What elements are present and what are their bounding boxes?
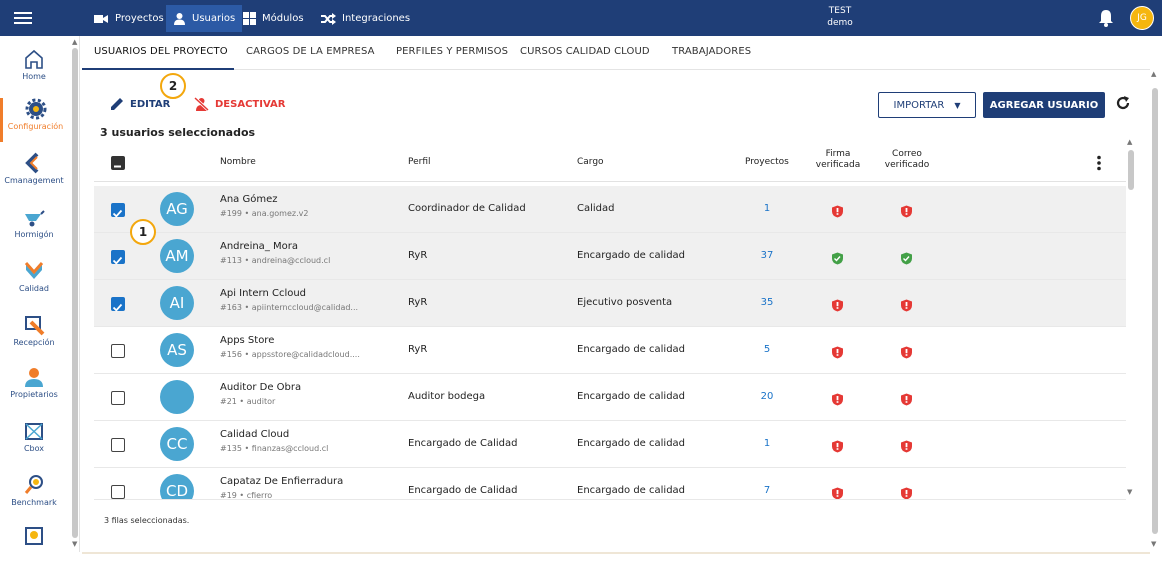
user-projects-count[interactable]: 37 (760, 250, 774, 261)
tab-usuarios-del-proyecto[interactable]: USUARIOS DEL PROYECTO (94, 46, 228, 57)
deactivate-button-label: DESACTIVAR (215, 98, 286, 110)
nav-tab-integraciones[interactable] (314, 5, 417, 32)
active-tab-indicator (82, 68, 234, 70)
user-projects-count[interactable]: 5 (763, 344, 771, 355)
signature-status (831, 391, 844, 410)
scroll-thumb[interactable] (72, 48, 78, 538)
user-role: Encargado de calidad (577, 438, 686, 449)
tab-cargos-de-la-empresa[interactable]: CARGOS DE LA EMPRESA (246, 46, 375, 57)
sidebar-item-label: Cmanagement (4, 176, 64, 185)
column-menu-icon[interactable] (1096, 155, 1102, 171)
row-checkbox[interactable] (111, 250, 125, 264)
shield-alert-icon (831, 440, 844, 453)
column-header-projects[interactable]: Proyectos (745, 157, 789, 167)
sidebar-item-configuracion[interactable] (0, 98, 68, 142)
shield-alert-icon (831, 487, 844, 500)
import-button-label: IMPORTAR (893, 99, 945, 111)
benchmark-icon (23, 474, 45, 496)
email-status (900, 344, 913, 363)
table-scrollbar[interactable] (1126, 138, 1136, 500)
signature-status (831, 250, 844, 269)
table-row[interactable] (94, 280, 1126, 327)
horizontal-scrollbar[interactable] (82, 552, 1150, 554)
sidebar-item-hormigon[interactable] (0, 206, 68, 239)
user-avatar[interactable]: JG (1130, 6, 1154, 30)
table-row[interactable] (94, 186, 1126, 233)
user-id-email: #135 • finanzas@ccloud.cl (220, 444, 329, 453)
sidebar-item-label: Recepción (13, 338, 55, 347)
table-row[interactable] (94, 421, 1126, 468)
user-profile: RyR (408, 250, 428, 261)
scroll-up-icon[interactable]: ▲ (72, 38, 78, 46)
user-projects-count[interactable]: 35 (760, 297, 774, 308)
column-header-profile[interactable]: Perfil (408, 157, 431, 167)
user-name[interactable]: Calidad Cloud (220, 429, 290, 440)
sidebar-item-label: Hormigón (14, 230, 54, 239)
bell-icon[interactable] (1098, 9, 1114, 27)
avatar: CD (160, 474, 194, 500)
user-role: Calidad (577, 203, 615, 214)
signature-status (831, 297, 844, 316)
shield-alert-icon (900, 440, 913, 453)
sidebar-item-label: Propietarios (10, 390, 58, 399)
avatar: CC (160, 427, 194, 461)
shield-alert-icon (900, 299, 913, 312)
column-header-role[interactable]: Cargo (577, 157, 604, 167)
cmanagement-icon (23, 152, 45, 174)
nav-tab-modulos[interactable] (236, 5, 311, 32)
user-profile: Encargado de Calidad (408, 438, 518, 449)
menu-icon[interactable] (14, 9, 32, 27)
user-projects-count[interactable]: 20 (760, 391, 774, 402)
column-header-email-l2: verificado (884, 160, 930, 170)
top-bar (0, 0, 1162, 36)
sidebar-item-propietarios[interactable] (0, 366, 68, 399)
grid-icon (243, 12, 256, 25)
signature-status (831, 438, 844, 457)
sidebar-item-label: Benchmark (11, 498, 57, 507)
quality-icon (23, 260, 45, 282)
signature-status (831, 485, 844, 500)
user-projects-count[interactable]: 1 (763, 438, 771, 449)
table-header (94, 144, 1126, 182)
scroll-up-icon[interactable]: ▲ (1127, 138, 1133, 146)
video-icon (93, 13, 109, 25)
avatar: AI (160, 286, 194, 320)
row-checkbox[interactable] (111, 391, 125, 405)
sidebar-item-benchmark[interactable] (0, 474, 68, 507)
user-id-email: #199 • ana.gomez.v2 (220, 209, 309, 218)
sidebar-item-label: Configuración (7, 122, 64, 131)
user-name[interactable]: Andreina_ Mora (220, 241, 298, 252)
checkmark-icon (112, 302, 123, 313)
shield-alert-icon (900, 205, 913, 218)
cbox-icon (23, 420, 45, 442)
section-tabs (82, 36, 1150, 70)
user-id-email: #21 • auditor (220, 397, 276, 406)
pencil-icon (110, 97, 124, 111)
avatar: AS (160, 333, 194, 367)
home-icon (23, 48, 45, 70)
shield-alert-icon (900, 487, 913, 500)
user-id-email: #156 • appsstore@calidadcloud.... (220, 350, 360, 359)
column-header-signature-l1: Firma (825, 149, 851, 159)
indeterminate-icon (112, 161, 123, 172)
user-profile: RyR (408, 297, 428, 308)
import-button[interactable] (878, 92, 976, 118)
sidebar-item-home[interactable] (0, 48, 68, 81)
signature-status (831, 203, 844, 222)
row-checkbox[interactable] (111, 485, 125, 499)
row-checkbox[interactable] (111, 344, 125, 358)
column-header-email-l1: Correo (892, 149, 922, 159)
avatar: AM (160, 239, 194, 273)
row-checkbox[interactable] (111, 438, 125, 452)
shuffle-icon (321, 13, 336, 25)
user-icon (173, 12, 186, 25)
signature-status (831, 344, 844, 363)
user-off-icon (194, 97, 209, 111)
nav-tab-label: Módulos (262, 13, 304, 24)
column-header-name[interactable]: Nombre (220, 157, 256, 167)
scroll-up-icon[interactable]: ▲ (1151, 70, 1157, 78)
scroll-down-icon[interactable]: ▼ (1151, 540, 1157, 548)
environment-label (800, 5, 880, 29)
shield-check-icon (831, 252, 844, 265)
add-user-button[interactable]: AGREGAR USUARIO (983, 92, 1105, 118)
shield-alert-icon (900, 393, 913, 406)
user-id-email: #163 • apiinternccloud@calidad... (220, 303, 359, 312)
avatar: AG (160, 192, 194, 226)
sidebar-item-label: Calidad (19, 284, 49, 293)
user-projects-count[interactable]: 7 (763, 485, 771, 496)
nav-tab-label: Integraciones (342, 13, 411, 24)
shield-alert-icon (831, 205, 844, 218)
scroll-down-icon[interactable]: ▼ (1127, 488, 1133, 496)
column-header-signature-l2: verificada (815, 160, 861, 170)
user-profile: Coordinador de Calidad (408, 203, 526, 214)
checkmark-icon (112, 208, 123, 219)
reception-icon (23, 314, 45, 336)
user-name[interactable]: Auditor De Obra (220, 382, 302, 393)
selection-count: 3 usuarios seleccionados (100, 126, 256, 139)
sidebar-item-recepcion[interactable] (0, 314, 68, 347)
scroll-thumb[interactable] (1152, 88, 1158, 534)
table-row[interactable] (94, 327, 1126, 374)
sidebar-scrollbar[interactable] (70, 36, 80, 552)
wheelbarrow-icon (23, 206, 45, 228)
sidebar-item-calidad[interactable] (0, 260, 68, 293)
sidebar-item-label: Cbox (23, 444, 45, 453)
user-role: Encargado de calidad (577, 485, 686, 496)
user-profile: RyR (408, 344, 428, 355)
tab-cursos-calidad-cloud[interactable]: CURSOS CALIDAD CLOUD (520, 46, 650, 57)
nav-tab-label: Proyectos (115, 13, 164, 24)
row-checkbox[interactable] (111, 297, 125, 311)
shield-check-icon (900, 252, 913, 265)
environment-sub: demo (827, 18, 853, 28)
user-name[interactable]: Apps Store (220, 335, 275, 346)
shield-alert-icon (831, 393, 844, 406)
nav-tab-proyectos[interactable] (86, 5, 171, 32)
refresh-icon[interactable] (1115, 95, 1131, 111)
user-name[interactable]: Api Intern Ccloud (220, 288, 307, 299)
user-role: Ejecutivo posventa (577, 297, 673, 308)
nav-tab-label: Usuarios (192, 13, 236, 24)
avatar (160, 380, 194, 414)
sidebar (0, 36, 80, 552)
table-row[interactable] (94, 468, 1126, 500)
scroll-thumb[interactable] (1128, 150, 1134, 190)
owners-icon (23, 366, 45, 388)
selected-rows-footer: 3 filas seleccionadas. (104, 516, 190, 525)
shield-alert-icon (831, 346, 844, 359)
user-role: Encargado de calidad (577, 391, 686, 402)
user-profile: Auditor bodega (408, 391, 486, 402)
scroll-down-icon[interactable]: ▼ (72, 540, 78, 548)
user-role: Encargado de calidad (577, 250, 686, 261)
column-header-signature[interactable] (814, 149, 862, 171)
environment-name: TEST (828, 6, 852, 16)
shield-alert-icon (831, 299, 844, 312)
user-role: Encargado de calidad (577, 344, 686, 355)
user-id-email: #113 • andreina@ccloud.cl (220, 256, 331, 265)
more-modules-icon[interactable] (24, 526, 44, 546)
sidebar-item-cmanagement[interactable] (0, 152, 68, 185)
table-row[interactable] (94, 233, 1126, 280)
gear-icon (25, 98, 47, 120)
column-header-email[interactable] (882, 149, 932, 171)
select-all-checkbox[interactable] (111, 156, 125, 170)
edit-button-label: EDITAR (130, 98, 171, 110)
tab-trabajadores[interactable]: TRABAJADORES (672, 46, 752, 57)
caret-down-icon: ▼ (954, 100, 961, 110)
user-profile: Encargado de Calidad (408, 485, 518, 496)
callout-marker-1: 1 (130, 219, 156, 245)
email-status (900, 485, 913, 500)
email-status (900, 438, 913, 457)
tab-perfiles-y-permisos[interactable]: PERFILES Y PERMISOS (396, 46, 509, 57)
sidebar-item-label: Home (22, 72, 46, 81)
user-id-email: #19 • cfierro (220, 491, 273, 500)
sidebar-item-cbox[interactable] (0, 420, 68, 453)
user-projects-count[interactable]: 1 (763, 203, 771, 214)
row-checkbox[interactable] (111, 203, 125, 217)
email-status (900, 250, 913, 269)
email-status (900, 297, 913, 316)
callout-marker-2: 2 (160, 73, 186, 99)
checkmark-icon (112, 255, 123, 266)
table-row[interactable] (94, 374, 1126, 421)
user-name[interactable]: Ana Gómez (220, 194, 278, 205)
email-status (900, 203, 913, 222)
deactivate-button[interactable] (194, 97, 285, 111)
nav-tab-usuarios[interactable] (166, 5, 242, 32)
user-name[interactable]: Capataz De Enfierradura (220, 476, 344, 487)
page-scrollbar[interactable] (1150, 70, 1160, 552)
shield-alert-icon (900, 346, 913, 359)
email-status (900, 391, 913, 410)
edit-button[interactable] (110, 97, 170, 111)
